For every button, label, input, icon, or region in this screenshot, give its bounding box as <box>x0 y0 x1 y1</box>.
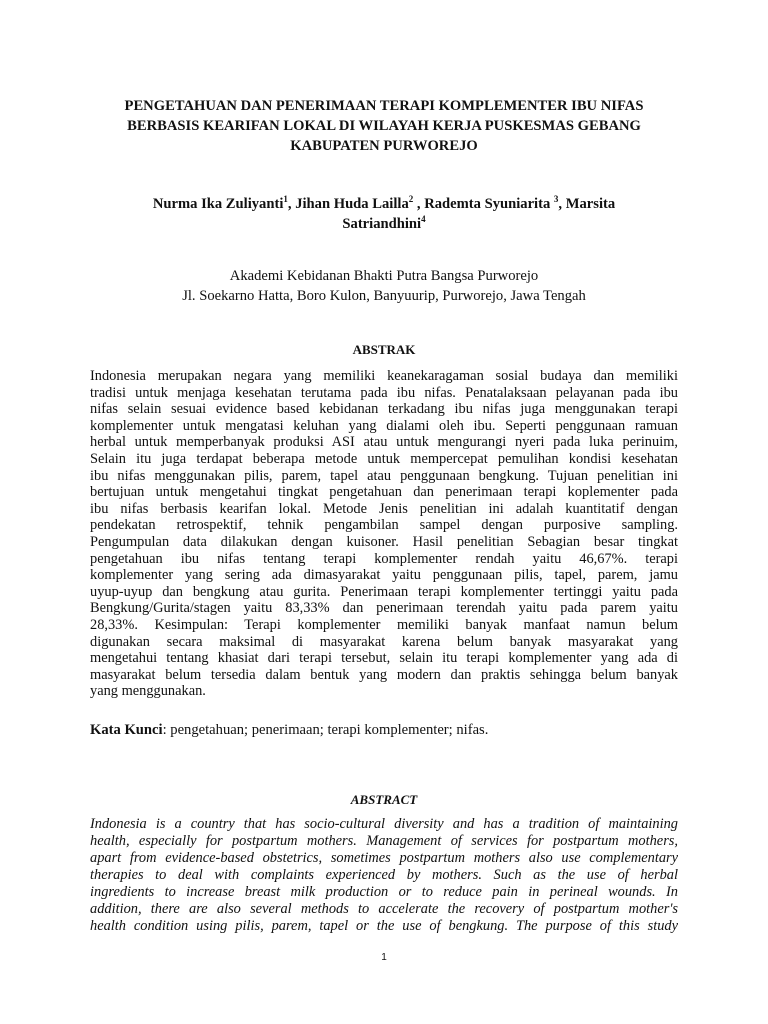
abstrak-line: ibu nifas menggunakan pilis, parem, tapel atau penggunaan bengkung. Tujuan penelitian ini <box>90 467 678 484</box>
abstrak-line: uyup-uyup dan bengkung atau gurita. Penerimaan terapi komplementer tertinggi yaitu pada <box>90 583 678 600</box>
affiliation <box>90 266 678 306</box>
abstrak-line: Bengkung/Gurita/stagen yaitu 83,33% dan penerimaan terendah yaitu pada parem yaitu <box>90 600 678 617</box>
abstract-line: health, especially for postpartum mothers. Management of services for postpartum mothers, <box>90 833 678 849</box>
abstrak-line: tradisi untuk menjaga kesehatan terutama pada ibu nifas. Penatalaksaan pelayanan pada ibu <box>90 384 678 401</box>
abstract-line: apart from evidence-based obstetrics, sometimes postpartum mothers also use complementary <box>90 850 678 866</box>
abstract-line: addition, there are also several methods to accelerate the recovery of postpartum mother's <box>90 901 678 917</box>
keywords <box>90 722 678 739</box>
abstrak-line: pengetahuan ibu nifas tentang terapi komplementer rendah yaitu 46,67%. terapi <box>90 550 678 567</box>
abstrak-line: ibu nifas berbasis kearifan lokal. Metode Jenis penelitian ini adalah kuantitatif dengan <box>90 500 678 517</box>
affiliation-institution: Akademi Kebidanan Bhakti Putra Bangsa Purworejo <box>229 268 539 284</box>
author-affil-mark: 2 <box>408 194 414 205</box>
abstrak-line: pendekatan retrospektif, tehnik pengambilan sampel dengan purposive sampling. <box>90 517 678 534</box>
page-number: 1 <box>381 952 387 963</box>
author-name: , Marsita <box>558 196 616 212</box>
abstrak-line: digunakan secara maksimal di masyarakat karena belum banyak masyarakat yang <box>90 633 678 650</box>
abstrak-body <box>90 368 678 700</box>
abstrak-line: 28,33%. Kesimpulan: Terapi komplementer memiliki banyak manfaat namun belum <box>90 616 678 633</box>
affiliation-address: Jl. Soekarno Hatta, Boro Kulon, Banyuurip, Purworejo, Jawa Tengah <box>182 288 586 304</box>
abstrak-line: Pengumpulan data dilakukan dengan kuisoner. Hasil penelitian Sebagian besar tingkat <box>90 533 678 550</box>
abstract-body <box>90 816 678 935</box>
abstract-line: Indonesia is a country that has socio-cultural diversity and has a tradition of maintaining <box>90 816 678 832</box>
author-name: , Jihan Huda Lailla <box>287 196 409 212</box>
paper-title <box>90 96 678 156</box>
title-line: PENGETAHUAN DAN PENERIMAAN TERAPI KOMPLEMENTER IBU NIFAS <box>124 98 644 114</box>
abstrak-line: masyarakat belum tersedia dalam bentuk yang modern dan praktis sehingga belum banyak <box>90 666 678 683</box>
abstrak-line: herbal untuk memperbanyak produksi ASI atau untuk mengurangi nyeri pada luka perinuim, <box>90 434 678 451</box>
abstrak-line: yang menggunakan. <box>90 683 206 700</box>
title-line: KABUPATEN PURWOREJO <box>290 138 478 154</box>
abstract-line: therapies to deal with complaints experienced by mothers. Such as the use of herbal <box>90 867 678 883</box>
abstract-line: health condition using pilis, parem, tapel or the use of bengkung. The purpose of this study <box>90 918 678 934</box>
keywords-label: Kata Kunci <box>90 722 163 738</box>
title-line: BERBASIS KEARIFAN LOKAL DI WILAYAH KERJA PUSKESMAS GEBANG <box>127 118 641 134</box>
abstrak-line: komplementer untuk mengatasi keluhan yang dialami oleh ibu. Seperti penggunaan ramuan <box>90 417 678 434</box>
author-affil-mark: 1 <box>283 194 288 205</box>
author-affil-mark: 4 <box>421 214 426 225</box>
keywords-text: : pengetahuan; penerimaan; terapi komplementer; nifas. <box>162 722 489 738</box>
abstrak-line: Indonesia merupakan negara yang memiliki keanekaragaman sosial budaya dan memiliki <box>90 368 678 384</box>
abstrak-line: bertujuan untuk mengetahui tingkat pengetahuan dan penerimaan terapi koplementer pada <box>90 484 678 501</box>
author-affil-mark: 3 <box>553 194 559 205</box>
author-name: , Rademta Syuniarita <box>413 196 554 212</box>
abstract-heading: ABSTRACT <box>350 792 418 807</box>
author-name: Satriandhini <box>342 216 422 232</box>
abstrak-line: komplementer yang sering ada dimasyarakat yaitu penggunaan pilis, tapel, parem, jamu <box>90 567 678 584</box>
author-name: Nurma Ika Zuliyanti <box>152 196 284 212</box>
abstrak-heading: ABSTRAK <box>352 342 416 357</box>
abstrak-line: nifas selain sesuai evidence based kebidanan terkadang ibu nifas juga menggunakan terapi <box>90 401 678 418</box>
abstract-line: ingredients to increase breast milk production or to reduce pain in perineal wounds. In <box>90 884 678 900</box>
abstrak-line: Selain itu juga terdapat beberapa metode untuk mempercepat pemulihan kondisi kesehatan <box>90 450 678 467</box>
author-list <box>90 194 678 234</box>
abstrak-line: mengetahui tentang khasiat dari terapi tersebut, selain itu terapi komplementer yang ada di <box>90 650 678 667</box>
